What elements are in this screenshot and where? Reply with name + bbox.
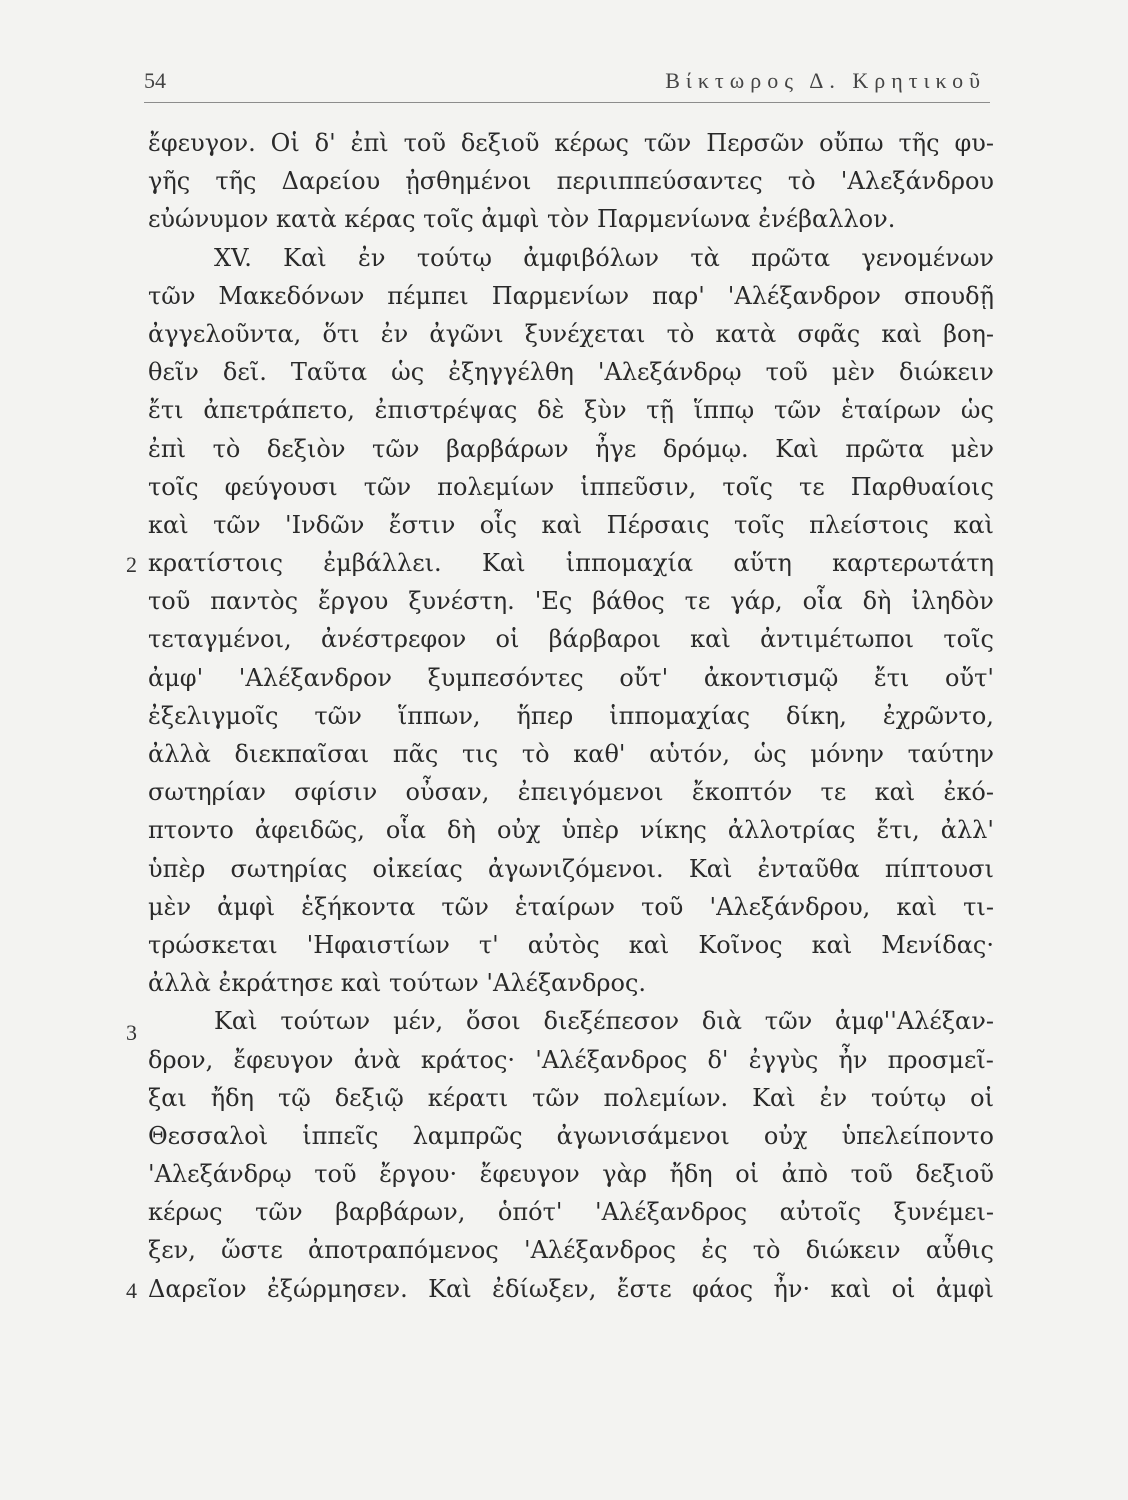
page-number: 54: [144, 68, 166, 93]
text-line: [148, 468, 994, 506]
line-text: ἔτι ἀπετράπετο, ἐπιστρέψας δὲ ξὺν τῇ ἵππῳ τῶν ἑταίρων ὡς: [148, 396, 994, 425]
text-line: [148, 620, 994, 658]
text-line: [148, 850, 994, 888]
line-text: Καὶ τούτων μέν, ὅσοι διεξέπεσον διὰ τῶν ἀμφ''Αλέξαν-: [214, 1007, 994, 1036]
line-text: τοῖς φεύγουσι τῶν πολεμίων ἱππεῦσιν, τοῖς τε Παρθυαίοις: [148, 472, 994, 501]
line-text: 'Αλεξάνδρῳ τοῦ ἔργου· ἔφευγον γὰρ ἤδη οἱ ἀπὸ τοῦ δεξιοῦ: [148, 1160, 994, 1189]
text-line: [148, 200, 994, 238]
text-line: [148, 1193, 994, 1231]
text-line: [126, 544, 994, 582]
text-line: [148, 277, 994, 315]
section-marker: 2: [126, 552, 137, 578]
text-line: [148, 773, 994, 811]
text-line: [126, 1270, 994, 1308]
text-line: [126, 1002, 994, 1046]
body-text: [126, 124, 994, 1308]
line-text: ἔφευγον. Οἱ δ' ἐπὶ τοῦ δεξιοῦ κέρως τῶν Περσῶν οὔπω τῆς φυ-: [148, 129, 994, 157]
text-line: [148, 124, 994, 162]
line-text: Δαρεῖον ἐξώρμησεν. Καὶ ἐδίωξεν, ἔστε φάος ἦν· καὶ οἱ ἀμφὶ: [148, 1274, 994, 1303]
text-line: [148, 162, 994, 200]
line-text: τοῦ παντὸς ἔργου ξυνέστη. 'Ες βάθος τε γάρ, οἷα δὴ ἰληδὸν: [148, 587, 994, 616]
line-text: τρώσκεται 'Ηφαιστίων τ' αὐτὸς καὶ Κοῖνος καὶ Μενίδας·: [148, 930, 994, 959]
text-line: [148, 353, 994, 391]
line-text: ἐπὶ τὸ δεξιὸν τῶν βαρβάρων ἦγε δρόμῳ. Καὶ πρῶτα μὲν: [148, 434, 994, 463]
section-marker: 4: [126, 1277, 137, 1303]
line-text: τεταγμένοι, ἀνέστρεφον οἱ βάρβαροι καὶ ἀντιμέτωποι τοῖς: [148, 625, 994, 654]
line-text: ξαι ἤδη τῷ δεξιῷ κέρατι τῶν πολεμίων. Καὶ ἐν τούτῳ οἱ: [148, 1083, 994, 1112]
line-text: σωτηρίαν σφίσιν οὖσαν, ἐπειγόμενοι ἔκοπτόν τε καὶ ἐκό-: [148, 778, 994, 807]
line-text: ὑπὲρ σωτηρίας οἰκείας ἀγωνιζόμενοι. Καὶ ἐνταῦθα πίπτουσι: [148, 854, 994, 883]
text-line: [148, 239, 994, 277]
text-line: [148, 1155, 994, 1193]
text-line: [148, 811, 994, 849]
section-marker: 3: [126, 1020, 137, 1046]
text-line: [148, 1117, 994, 1155]
text-line: [148, 1041, 994, 1079]
line-text: κέρως τῶν βαρβάρων, ὁπότ' 'Αλέξανδρος αὐτοῖς ξυνέμει-: [148, 1198, 994, 1227]
text-line: [148, 964, 994, 1002]
line-text: μὲν ἀμφὶ ἑξήκοντα τῶν ἑταίρων τοῦ 'Αλεξάνδρου, καὶ τι-: [148, 892, 994, 921]
line-text: ἐξελιγμοῖς τῶν ἵππων, ἥπερ ἱππομαχίας δίκη, ἐχρῶντο,: [148, 701, 994, 730]
line-text: κρατίστοις ἐμβάλλει. Καὶ ἱππομαχία αὕτη καρτερωτάτη: [148, 549, 994, 578]
text-line: [148, 659, 994, 697]
text-line: [148, 1079, 994, 1117]
text-line: [148, 926, 994, 964]
line-text: καὶ τῶν 'Ινδῶν ἔστιν οἷς καὶ Πέρσαις τοῖς πλείστοις καὶ: [148, 510, 994, 539]
line-text: δρον, ἔφευγον ἀνὰ κράτος· 'Αλέξανδρος δ' ἐγγὺς ἦν προσμεῖ-: [148, 1045, 994, 1074]
line-text: ἀλλὰ διεκπαῖσαι πᾶς τις τὸ καθ' αὑτόν, ὡς μόνην ταύτην: [148, 740, 994, 768]
line-text: γῆς τῆς Δαρείου ᾐσθημένοι περιιππεύσαντες τὸ 'Αλεξάνδρου: [148, 167, 994, 196]
line-text: XV. Καὶ ἐν τούτῳ ἀμφιβόλων τὰ πρῶτα γενομένων: [214, 243, 994, 272]
line-text: θεῖν δεῖ. Ταῦτα ὡς ἐξηγγέλθη 'Αλεξάνδρῳ τοῦ μὲν διώκειν: [148, 358, 994, 387]
line-text: εὐώνυμον κατὰ κέρας τοῖς ἀμφὶ τὸν Παρμενίωνα ἐνέβαλλον.: [148, 205, 896, 234]
running-header: [144, 66, 990, 103]
text-line: [148, 1231, 994, 1269]
text-line: [148, 735, 994, 773]
text-line: [148, 582, 994, 620]
line-text: Θεσσαλοὶ ἱππεῖς λαμπρῶς ἀγωνισάμενοι οὐχ ὑπελείποντο: [148, 1121, 994, 1150]
line-text: ἀγγελοῦντα, ὅτι ἐν ἀγῶνι ξυνέχεται τὸ κατὰ σφᾶς καὶ βοη-: [148, 319, 994, 348]
line-text: πτοντο ἀφειδῶς, οἷα δὴ οὐχ ὑπὲρ νίκης ἀλλοτρίας ἔτι, ἀλλ': [148, 816, 994, 845]
line-text: ξεν, ὥστε ἀποτραπόμενος 'Αλέξανδρος ἐς τὸ διώκειν αὖθις: [148, 1236, 994, 1265]
line-text: τῶν Μακεδόνων πέμπει Παρμενίων παρ' 'Αλέξανδρον σπουδῇ: [148, 281, 994, 310]
text-line: [148, 888, 994, 926]
text-line: [148, 315, 994, 353]
line-text: ἀμφ' 'Αλέξανδρον ξυμπεσόντες οὔτ' ἀκοντισμῷ ἔτι οὔτ': [148, 663, 994, 692]
running-head-author: Βίκτωρος Δ. Κρητικοῦ: [665, 68, 986, 93]
text-line: [148, 430, 994, 468]
text-line: [148, 506, 994, 544]
line-text: ἀλλὰ ἐκράτησε καὶ τούτων 'Αλέξανδρος.: [148, 969, 647, 998]
text-line: [148, 697, 994, 735]
text-line: [148, 391, 994, 429]
